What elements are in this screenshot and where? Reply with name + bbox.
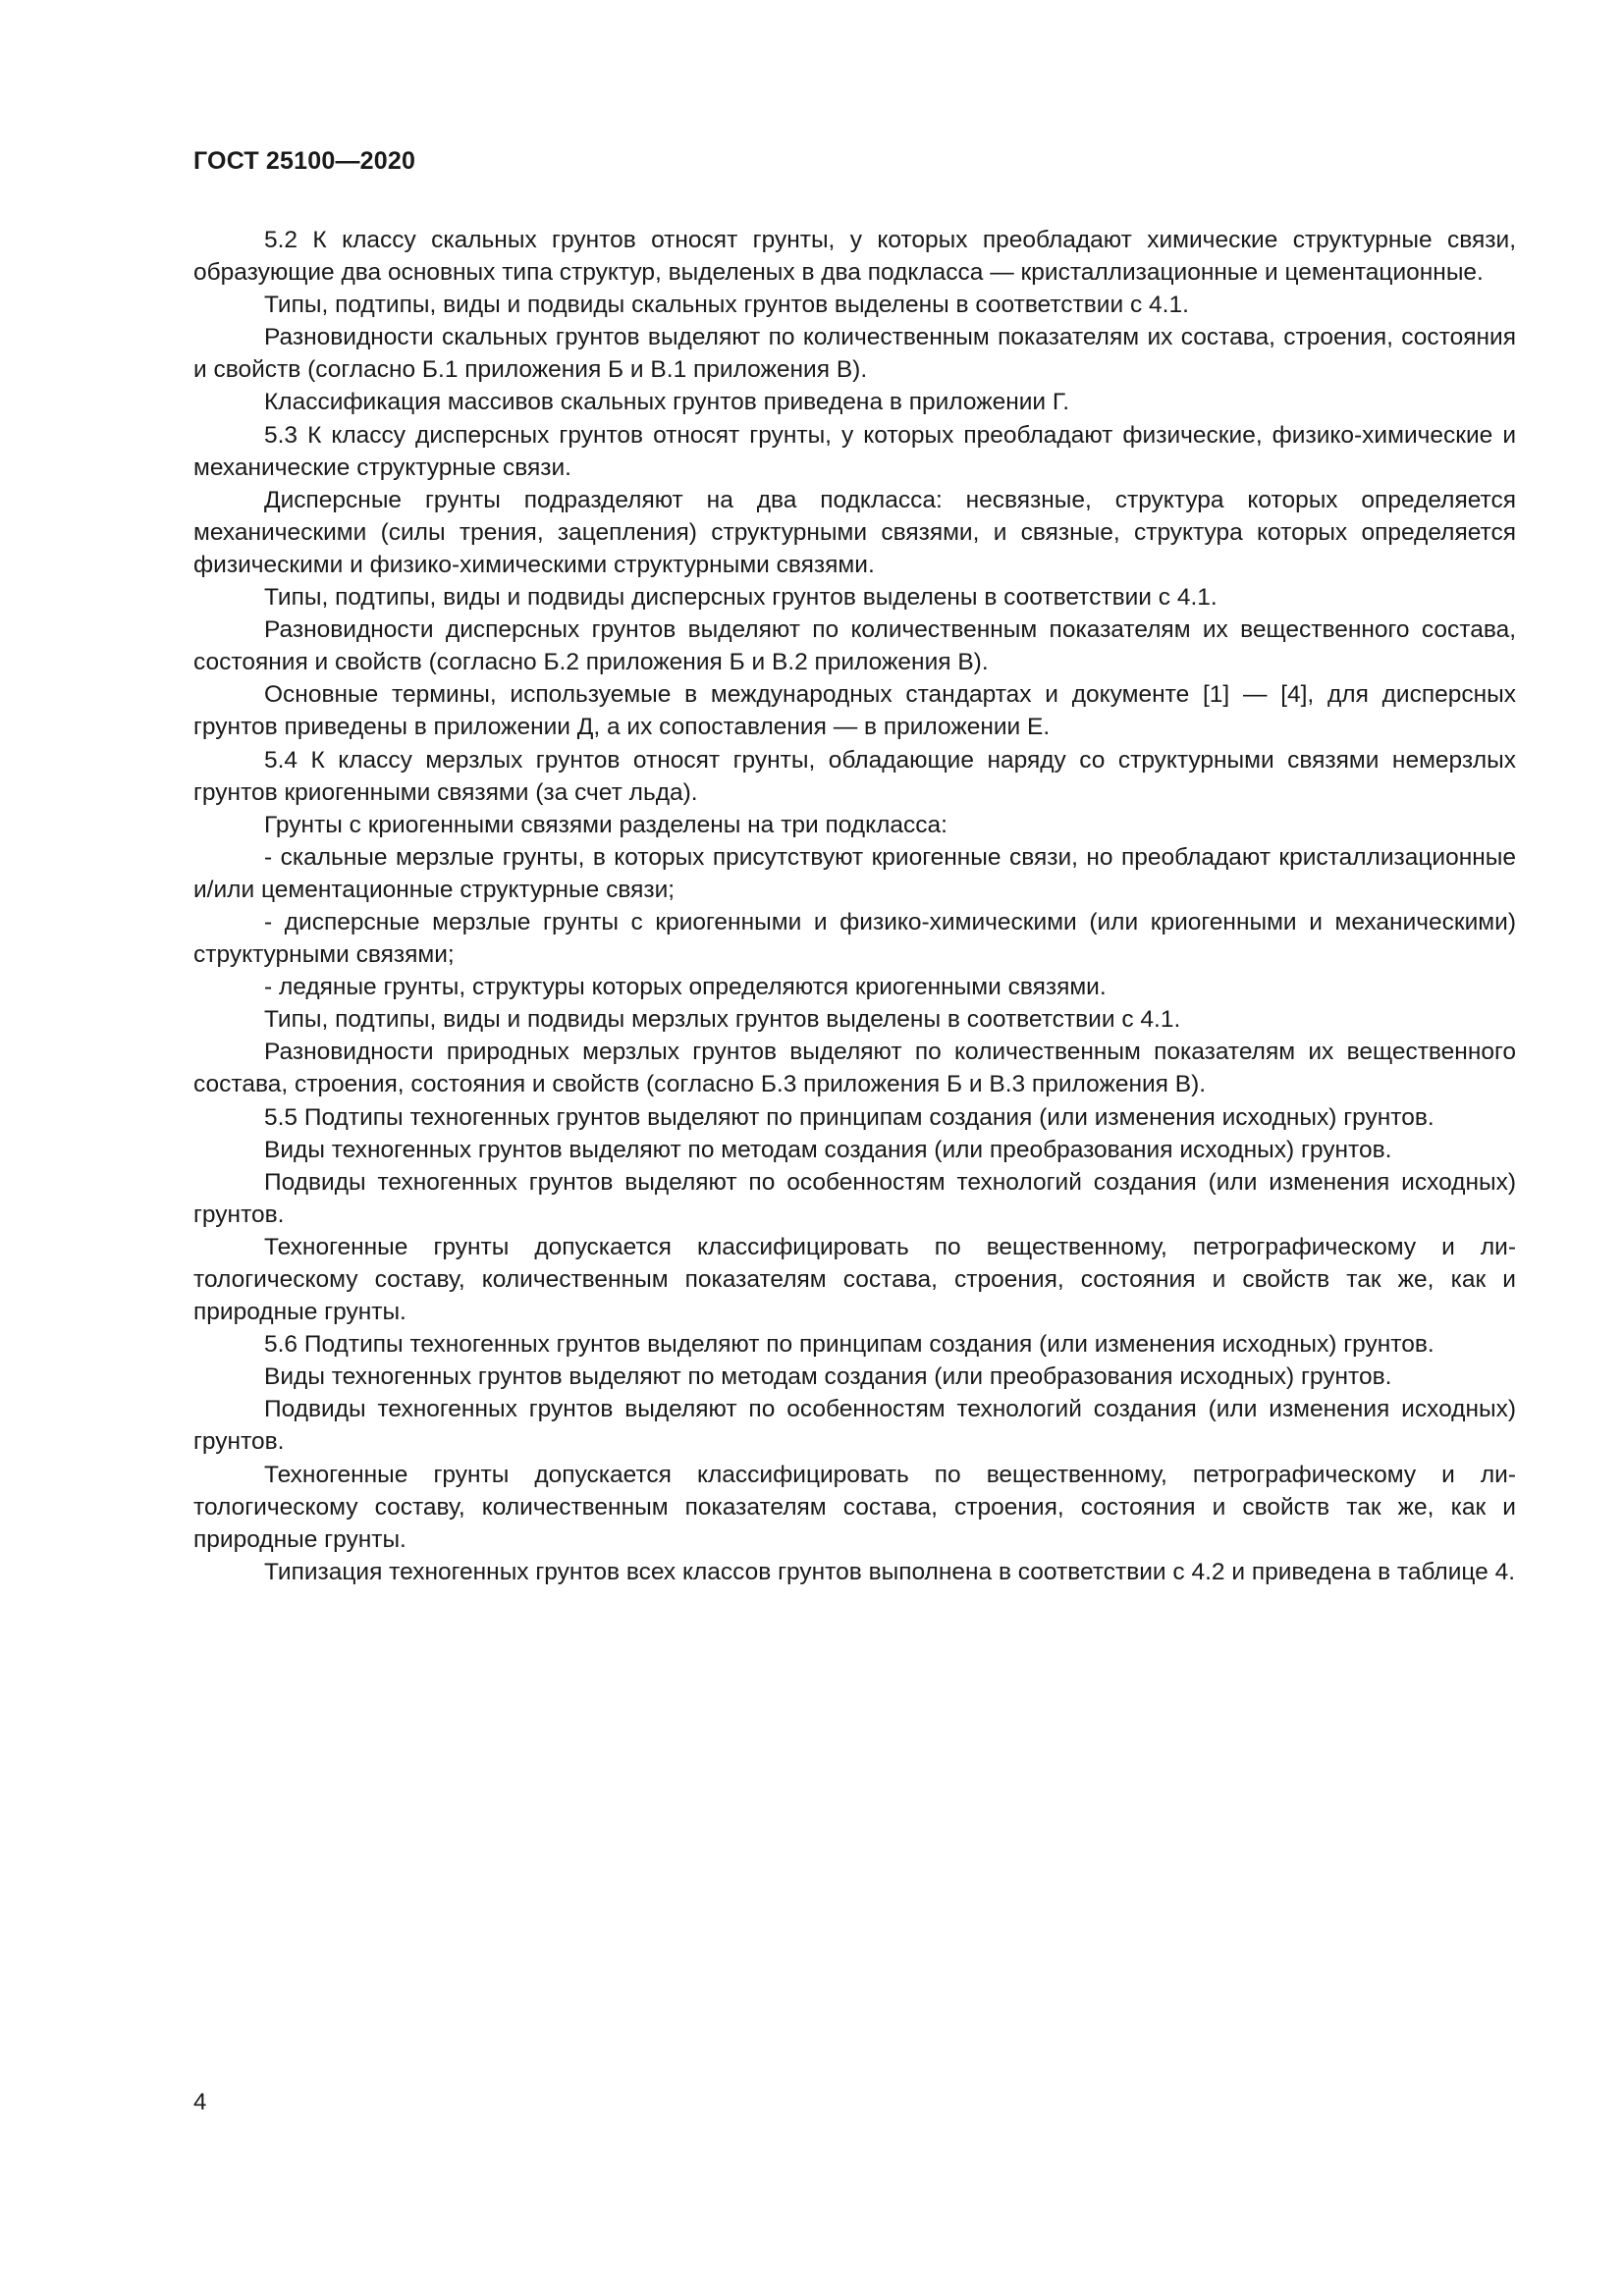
list-item: - ледяные грунты, структуры которых определяются криогенными связями. [264, 974, 1107, 1001]
paragraph: Разновидности природных мерзлых грунтов выделяют по количественным показателям их вещественного состава, строения, состояния и свойств (согласно Б.3 приложения Б и В.3 приложения В). [193, 1039, 1516, 1098]
paragraph: Виды техногенных грунтов выделяют по методам создания (или преобразования исходных) грунтов. [264, 1136, 1392, 1163]
paragraph-5-3: 5.3 К классу дисперсных грунтов относят грунты, у которых преобладают физические, физико-химические и механические структурные связи. [193, 421, 1516, 481]
paragraph-5-4: 5.4 К классу мерзлых грунтов относят грунты, обладающие наряду со структурными связями немерзлых грунтов криогенными связями (за счет льда). [193, 746, 1516, 806]
paragraph: Типы, подтипы, виды и подвиды скальных грунтов выделены в соответствии с 4.1. [264, 292, 1189, 319]
body-text [193, 224, 1516, 1588]
paragraph: Подвиды техногенных грунтов выделяют по особенностям технологий создания (или изменения исходных) грунтов. [193, 1168, 1516, 1228]
paragraph-5-6: 5.6 Подтипы техногенных грунтов выделяют по принципам создания (или изменения исходных) грунтов. [264, 1331, 1435, 1359]
paragraph: Подвиды техногенных грунтов выделяют по особенностям технологий создания (или изменения исходных) грунтов. [193, 1396, 1516, 1456]
list-item: - дисперсные мерзлые грунты с криогенными и физико-химическими (или криогенными и механическими) структурными связями; [193, 908, 1516, 969]
paragraph: Техногенные грунты допускается классифицировать по вещественному, петрографическому и литологическому составу, количественным показателям состава, строения, состояния и свойств так же, как и природные грунты. [193, 1461, 1516, 1553]
paragraph-5-2: 5.2 К классу скальных грунтов относят грунты, у которых преобладают химические структурные связи, образующие два основных типа структур, выделеных в два подкласса — кристаллизационные и цементационные. [193, 227, 1516, 287]
paragraph-5-5: 5.5 Подтипы техногенных грунтов выделяют по принципам создания (или изменения исходных) грунтов. [264, 1103, 1435, 1131]
paragraph: Типизация техногенных грунтов всех классов грунтов выполнена в соответствии с 4.2 и приведена в таблице 4. [264, 1558, 1516, 1585]
paragraph: Дисперсные грунты подразделяют на два подкласса: несвязные, структура которых определяется механическими (силы трения, зацепления) структурными связями, и связные, структура которых определяется физическими и физико-химическими структурными связями. [193, 486, 1516, 578]
paragraph: Разновидности дисперсных грунтов выделяют по количественным показателям их вещественного состава, состояния и свойств (согласно Б.2 приложения Б и В.2 приложения В). [193, 616, 1516, 676]
list-item: - скальные мерзлые грунты, в которых присутствуют криогенные связи, но преобладают кристаллизационные и/или цементационные структурные связи; [193, 843, 1516, 903]
paragraph: Типы, подтипы, виды и подвиды дисперсных грунтов выделены в соответствии с 4.1. [264, 584, 1218, 612]
paragraph: Виды техногенных грунтов выделяют по методам создания (или преобразования исходных) грунтов. [264, 1363, 1392, 1391]
paragraph: Классификация массивов скальных грунтов приведена в приложении Г. [264, 389, 1070, 416]
document-header: ГОСТ 25100—2020 [193, 147, 416, 175]
paragraph: Разновидности скальных грунтов выделяют по количественным показателям их состава, строения, состояния и свойств (согласно Б.1 приложения Б и В.1 приложения В). [193, 324, 1516, 384]
paragraph: Основные термины, используемые в международных стандартах и документе [1] — [4], для дисперсных грунтов приведены в приложении Д, а их сопоставления — в приложении Е. [193, 681, 1516, 741]
paragraph: Типы, подтипы, виды и подвиды мерзлых грунтов выделены в соответствии с 4.1. [264, 1006, 1181, 1034]
page-number: 4 [193, 2089, 207, 2115]
paragraph: Техногенные грунты допускается классифицировать по вещественному, петрографическому и литологическому составу, количественным показателям состава, строения, состояния и свойств так же, как и природные грунты. [193, 1233, 1516, 1326]
paragraph: Грунты с криогенными связями разделены на три подкласса: [264, 811, 947, 838]
